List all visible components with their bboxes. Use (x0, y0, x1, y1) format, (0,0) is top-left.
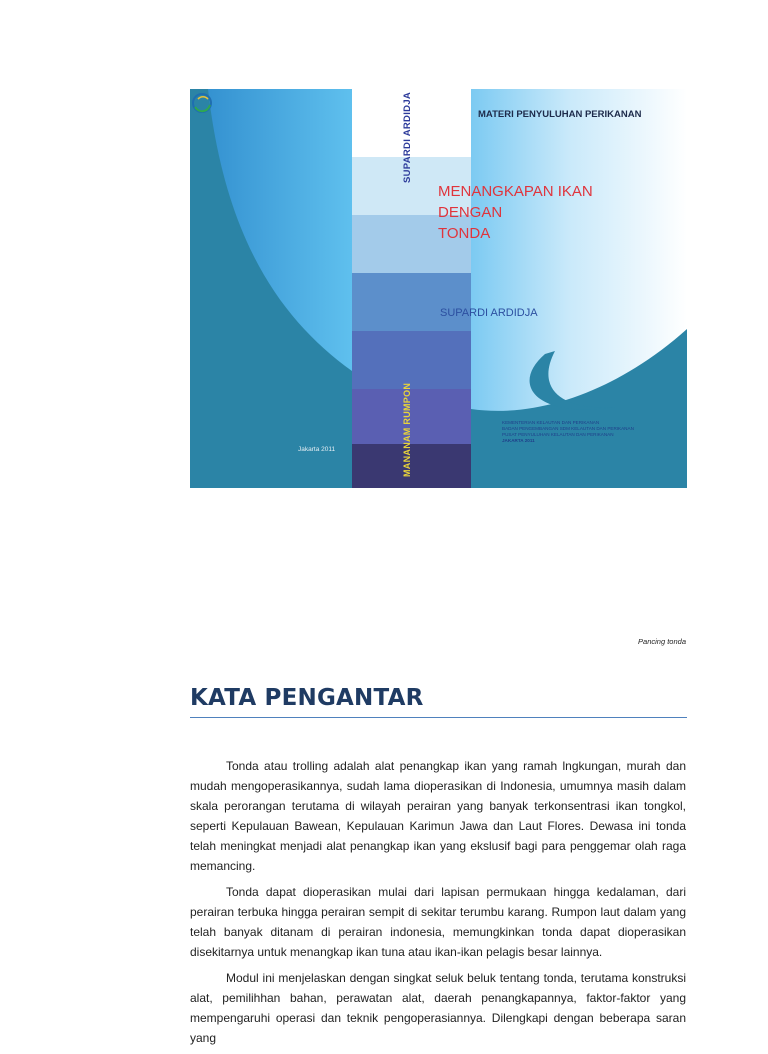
cover-title (438, 181, 658, 244)
cover-city-year: Jakarta 2011 (298, 446, 336, 453)
ministry-logo-icon (190, 89, 214, 117)
paragraph: Tonda dapat dioperasikan mulai dari lapisan permukaan hingga kedalaman, dari perairan terbuka hingga perairan sempit di sekitar terumbu karang. Rumpon laut dalam yang telah banyak ditanam di perairan indonesia, memungkinkan tonda dapat dioperasikan disekitarnya untuk menangkap ikan tuna atau ikan-ikan pelagis besar lainnya. (190, 885, 686, 959)
book-cover-image (190, 89, 687, 488)
spine-author: SUPARDI ARDIDJA (402, 91, 413, 183)
publisher-line: BADAN PENGEMBANGAN SDM KELAUTAN DAN PERIKANAN (502, 426, 634, 431)
body-text (190, 756, 686, 1054)
paragraph: Modul ini menjelaskan dengan singkat seluk beluk tentang tonda, terutama konstruksi alat, pemilihhan bahan, perawatan alat, daerah penangkapannya, faktor-faktor yang mempengaruhi operasi dan teknik pengoperasiannya. Dilengkapi dengan beberapa saran yang (190, 971, 686, 1045)
cover-title-line: DENGAN (438, 204, 503, 221)
cover-series-label: MATERI PENYULUHAN PERIKANAN (478, 109, 642, 120)
spine-title: MANANAM RUMPON (402, 382, 412, 477)
figure-caption: Pancing tonda (638, 637, 686, 646)
section-heading: KATA PENGANTAR (190, 685, 424, 711)
cover-author: SUPARDI ARDIDJA (440, 307, 538, 319)
publisher-line: JAKARTA 2011 (502, 438, 535, 443)
publisher-line: PUSAT PENYULUHAN KELAUTAN DAN PERIKANAN (502, 432, 614, 437)
cover-title-line: TONDA (438, 225, 491, 242)
cover-title-line: MENANGKAPAN IKAN (438, 183, 593, 200)
spine-band (352, 331, 471, 389)
spine-band (352, 273, 471, 331)
publisher-line: KEMENTERIAN KELAUTAN DAN PERIKANAN (502, 420, 600, 425)
heading-divider (190, 717, 687, 718)
publisher-block (502, 420, 634, 444)
paragraph: Tonda atau trolling adalah alat penangkap ikan yang ramah lngkungan, murah dan mudah mengoperasikannya, sudah lama dioperasikan di Indonesia, umumnya masih dalam skala perorangan terutama di wilayah perairan yang banyak terkonsentrasi ikan tongkol, seperti Kepulauan Bawean, Kepulauan Karimun Jawa dan Laut Flores. Dewasa ini tonda telah meningkat menjadi alat penangkap ikan yang ekslusif bagi para penggemar olah raga memancing. (190, 759, 686, 873)
